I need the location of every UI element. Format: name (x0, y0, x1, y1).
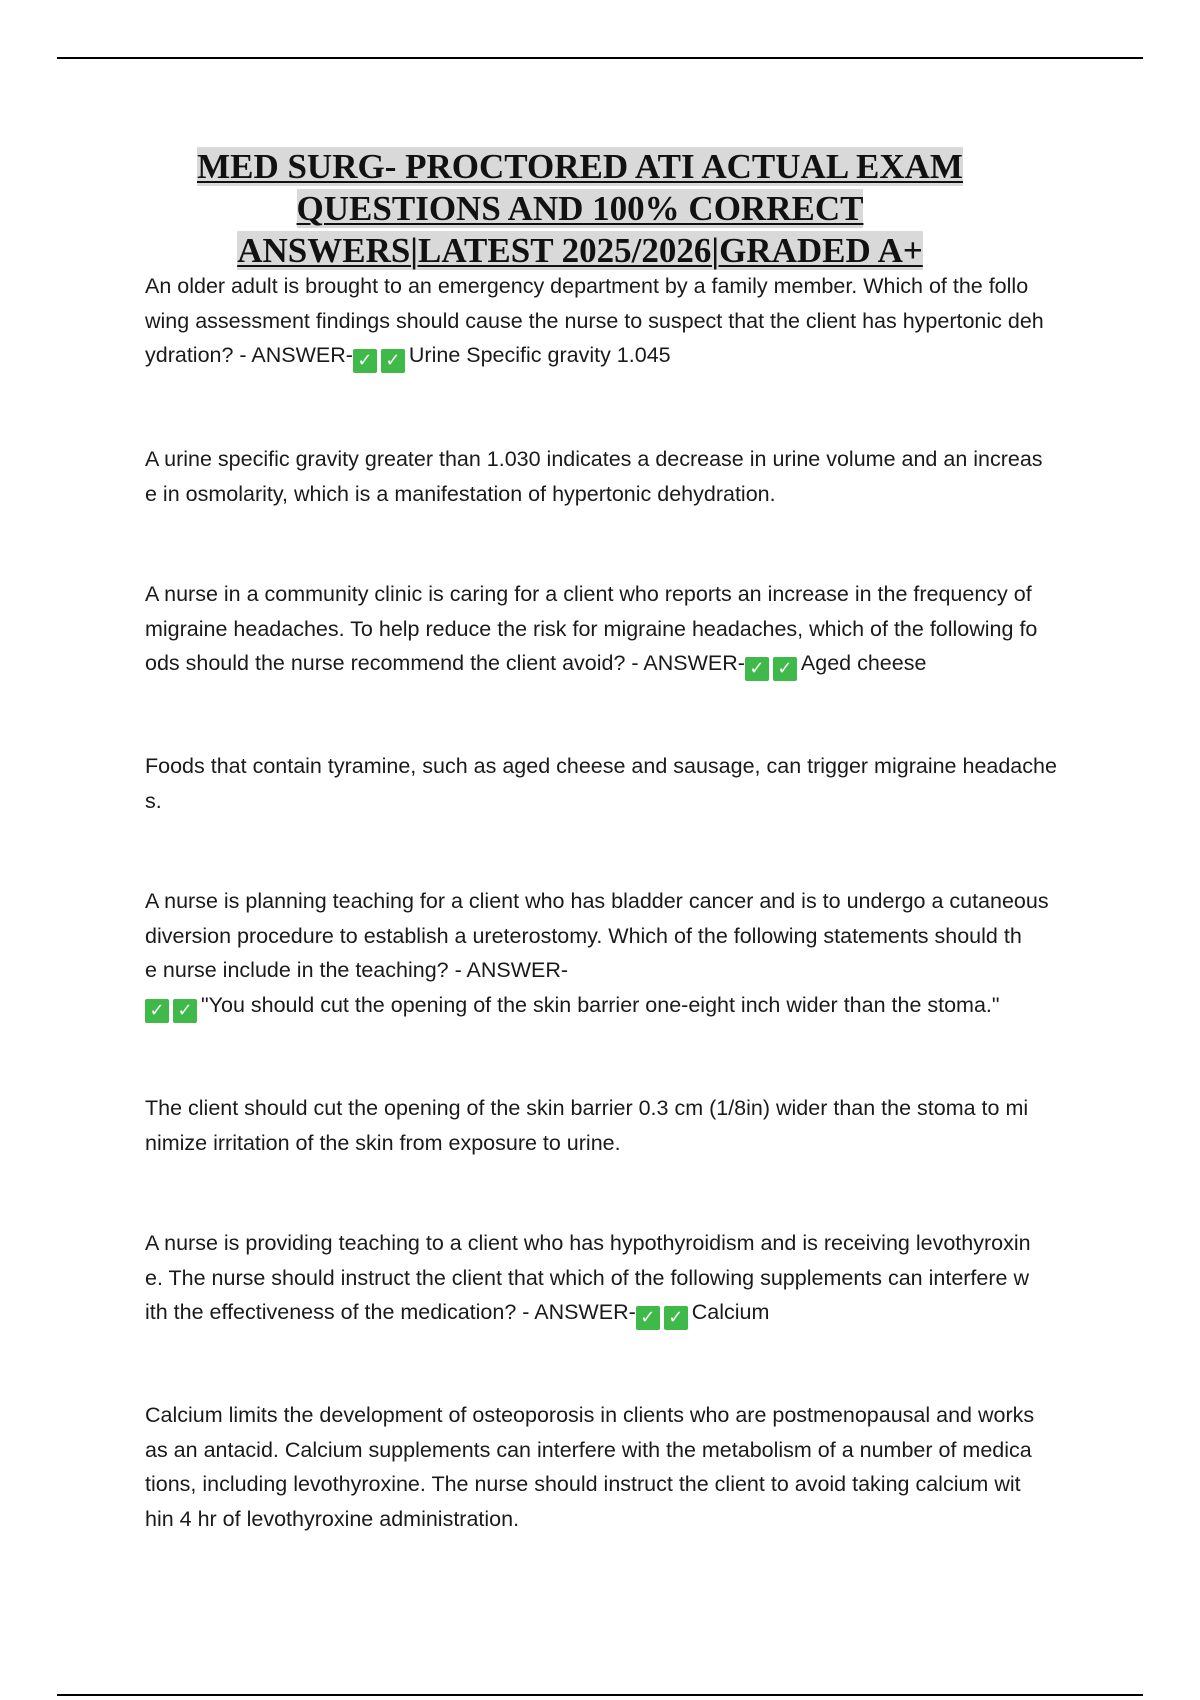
check-icon: ✓ (773, 657, 797, 681)
answer-3: "You should cut the opening of the skin barrier one-eight inch wider than the stoma." (201, 992, 1000, 1017)
rationale-1: A urine specific gravity greater than 1.030 indicates a decrease in urine volume and an increas e in osmolarity, which is a manifestation of hypertonic dehydration. (145, 447, 1043, 506)
rationale-3: The client should cut the opening of the skin barrier 0.3 cm (1/8in) wider than the stoma to mi nimize irritation of the skin from exposure to urine. (145, 1096, 1029, 1155)
question-4: A nurse is providing teaching to a client who has hypothyroidism and is receiving levothyroxin e. The nurse should instruct the client that which of the following supplements can interfere w ith the effectiveness of the medication? - ANSWER- ✓ ✓ Calcium (145, 1231, 1031, 1328)
check-icon: ✓ (664, 1306, 688, 1330)
question-1: An older adult is brought to an emergency department by a family member. Which of the follo wing assessment findings should cause the nurse to suspect that the client has hypertonic deh ydration? - ANSWER- ✓ ✓ Urine Specific gravity 1.045 (145, 274, 1044, 371)
check-icon: ✓ (745, 657, 769, 681)
question-2: A nurse in a community clinic is caring for a client who reports an increase in the frequency of migraine headaches. To help reduce the risk for migraine headaches, which of the following fo ods should the nurse recommend the client avoid? - ANSWER- ✓ ✓ Aged cheese (145, 582, 1038, 679)
answer-2: Aged cheese (800, 651, 927, 675)
rationale-4: Calcium limits the development of osteoporosis in clients who are postmenopausal and works as an antacid. Calcium supplements can interfere with the metabolism of a number of medica tions, including levothyroxine. The nurse should instruct the client to avoid taking calcium wit hin 4 hr of levothyroxine administration. (145, 1403, 1035, 1531)
check-icon: ✓ (145, 999, 169, 1023)
document-title (140, 146, 1020, 272)
bottom-rule (57, 1694, 1143, 1696)
check-icon: ✓ (636, 1306, 660, 1330)
answer-4: Calcium (691, 1300, 770, 1324)
check-icon: ✓ (353, 349, 377, 373)
answer-1: Urine Specific gravity 1.045 (408, 343, 671, 367)
top-rule (57, 57, 1143, 59)
title-line-1: MED SURG- PROCTORED ATI ACTUAL EXAM (197, 147, 963, 186)
rationale-2: Foods that contain tyramine, such as aged cheese and sausage, can trigger migraine headache s. (145, 754, 1057, 813)
title-line-2: QUESTIONS AND 100% CORRECT (296, 189, 864, 228)
check-icon: ✓ (173, 999, 197, 1023)
check-icon: ✓ (381, 349, 405, 373)
question-3: A nurse is planning teaching for a client who has bladder cancer and is to undergo a cutaneous diversion procedure to establish a ureterostomy. Which of the following statements should th e nurse include in the teaching? - ANSWER- ✓ ✓ "You should cut the opening of the skin barrier one-eight inch wider than the stoma." (145, 889, 1049, 1021)
title-line-3: ANSWERS|LATEST 2025/2026|GRADED A+ (237, 231, 923, 270)
